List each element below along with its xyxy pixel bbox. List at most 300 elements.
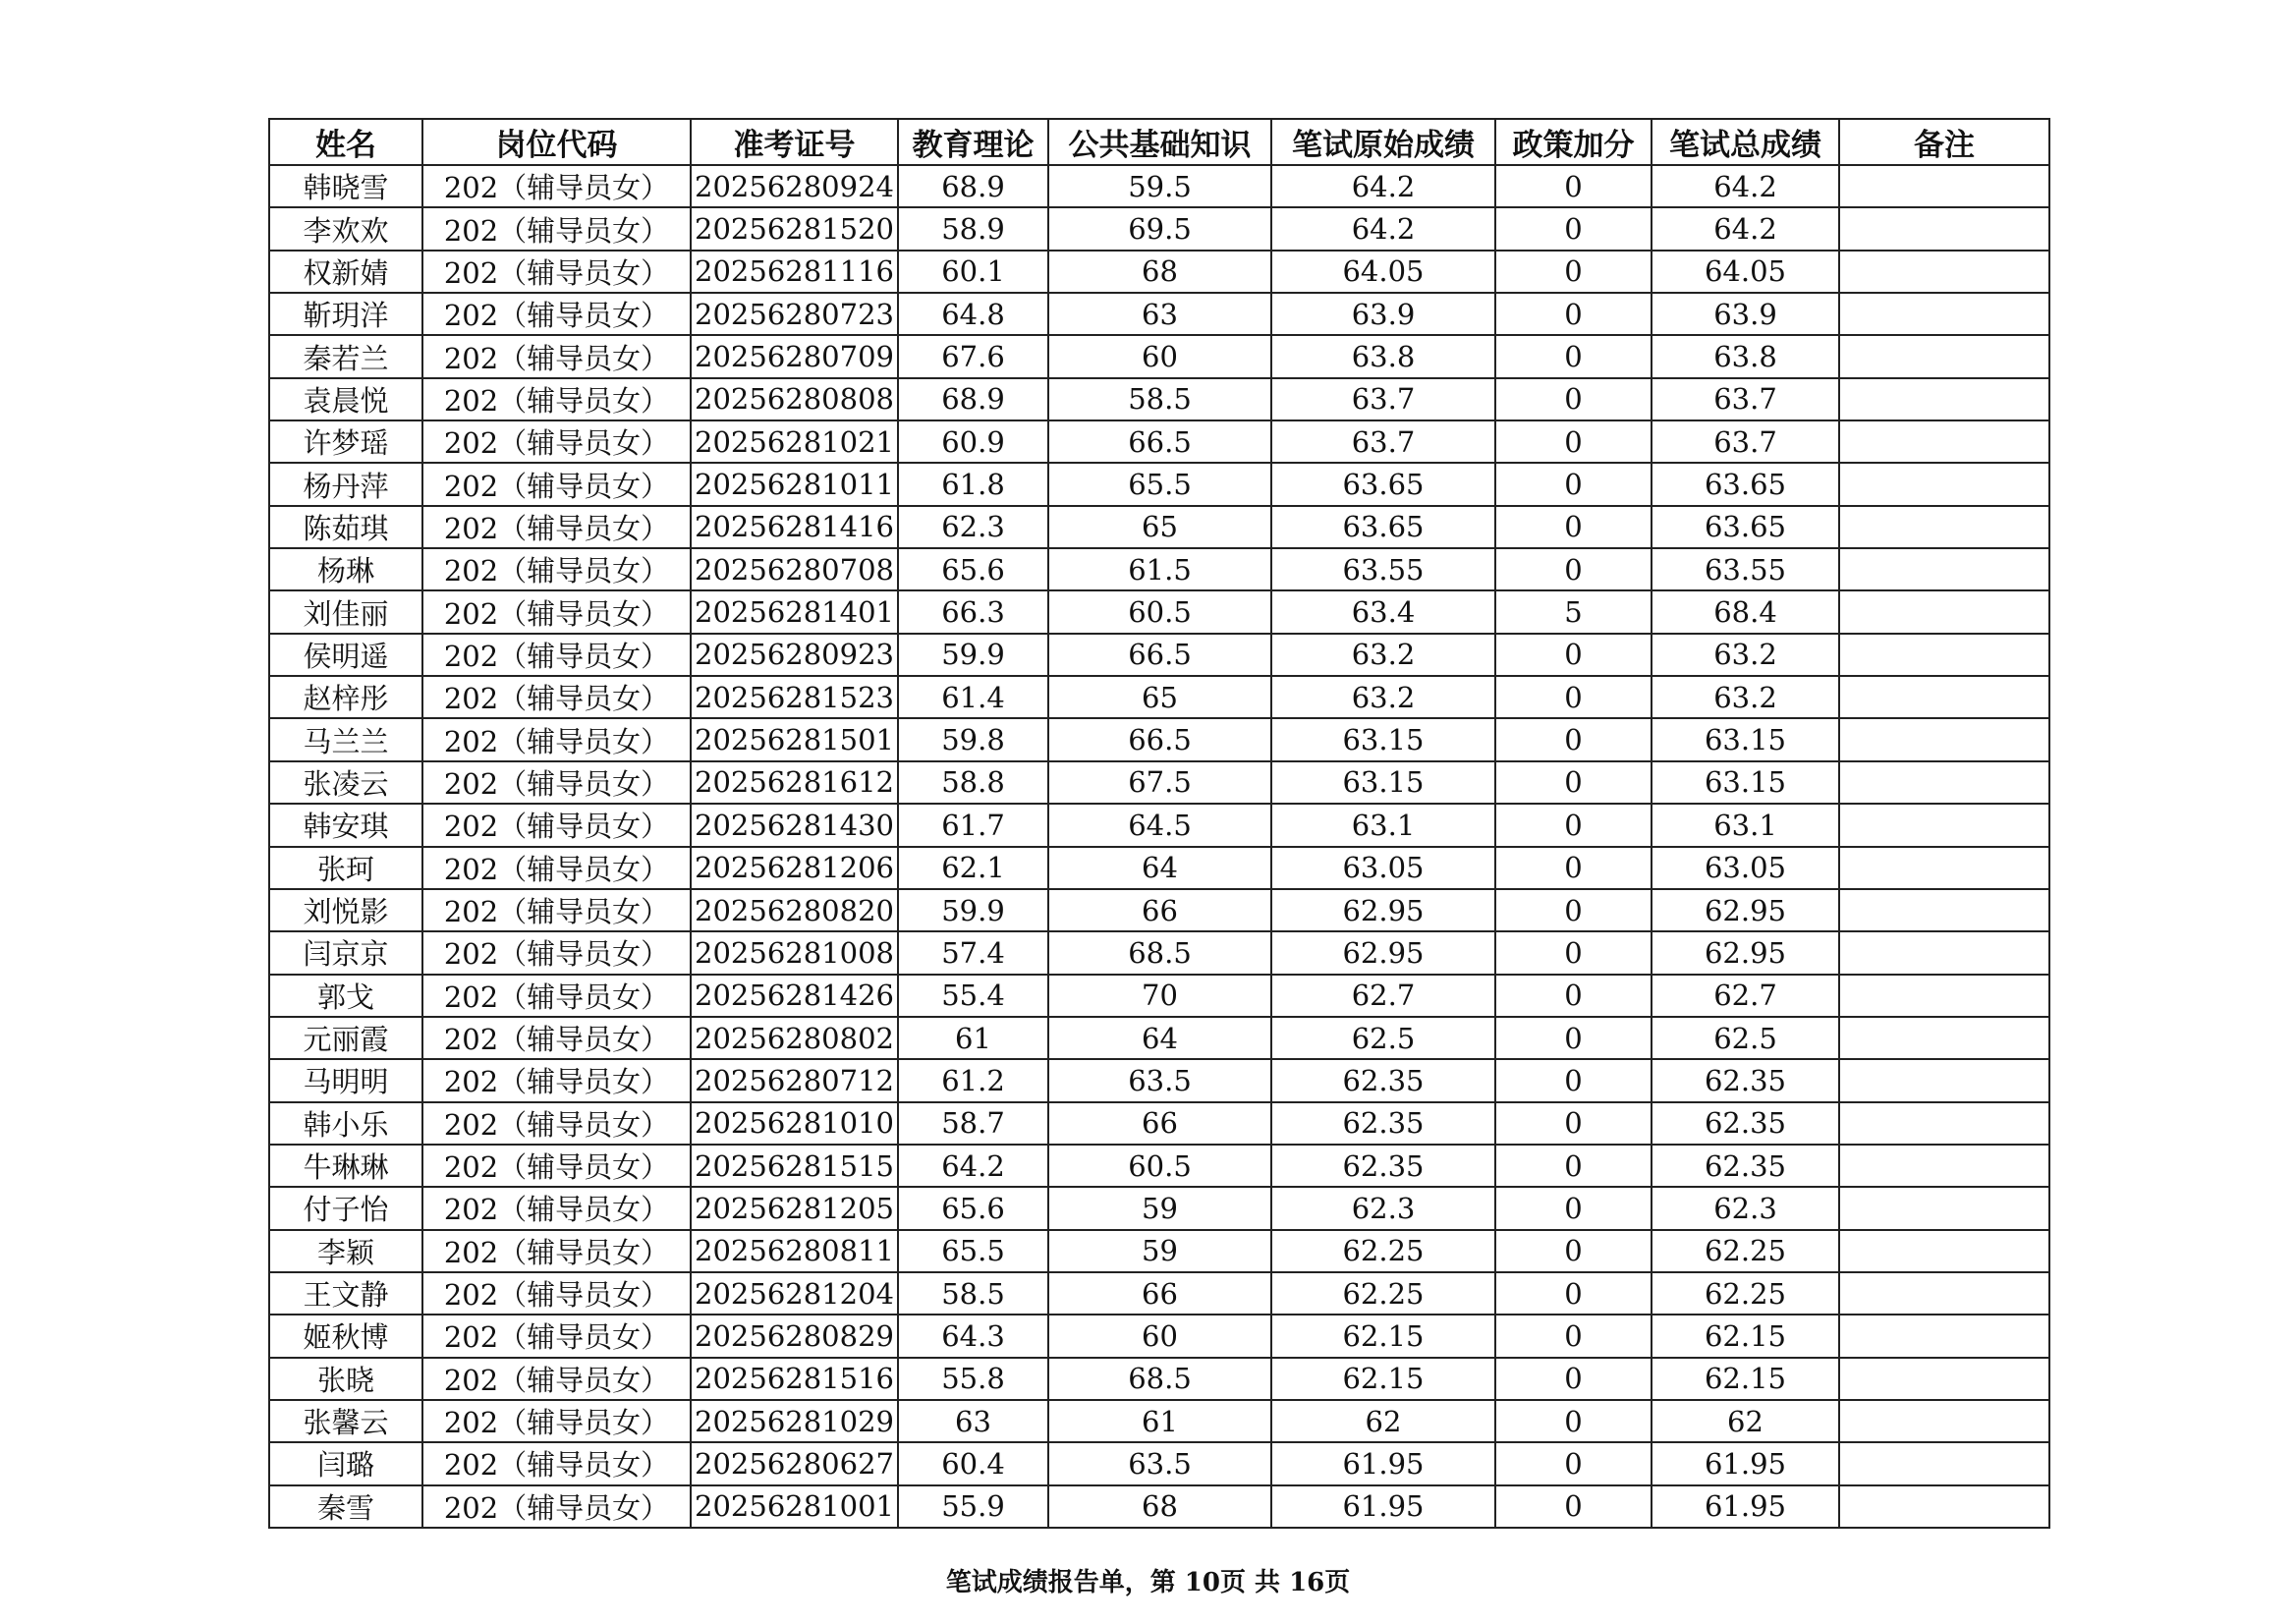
col-name-cell: 赵梓彤 [269, 676, 422, 718]
col-raw-score-header: 笔试原始成绩 [1271, 119, 1495, 165]
col-total-score-cell: 62.25 [1652, 1230, 1839, 1272]
table-row [269, 975, 2049, 1017]
col-raw-score-cell: 62.35 [1271, 1059, 1495, 1101]
col-public-knowledge-cell: 60 [1048, 335, 1271, 377]
col-total-score-cell: 63.15 [1652, 718, 1839, 760]
col-policy-bonus-cell: 0 [1495, 207, 1652, 250]
col-raw-score-cell: 63.7 [1271, 378, 1495, 420]
col-total-score-cell: 62.3 [1652, 1187, 1839, 1229]
table-row [269, 1230, 2049, 1272]
col-education-theory-cell: 64.2 [898, 1145, 1048, 1187]
col-total-score-cell: 63.55 [1652, 548, 1839, 590]
col-post-code-cell: 202（辅导员女） [422, 676, 691, 718]
col-education-theory-cell: 55.4 [898, 975, 1048, 1017]
col-name-cell: 袁晨悦 [269, 378, 422, 420]
col-policy-bonus-cell: 0 [1495, 335, 1652, 377]
col-remarks-cell [1839, 761, 2049, 804]
col-exam-id-cell: 20256280723 [691, 293, 898, 335]
col-exam-id-cell: 20256281520 [691, 207, 898, 250]
table-row [269, 1358, 2049, 1400]
table-row [269, 1315, 2049, 1357]
col-total-score-cell: 61.95 [1652, 1442, 1839, 1484]
table-header [269, 119, 2049, 165]
col-raw-score-cell: 64.05 [1271, 251, 1495, 293]
col-remarks-cell [1839, 1315, 2049, 1357]
col-education-theory-cell: 58.9 [898, 207, 1048, 250]
col-education-theory-cell: 57.4 [898, 931, 1048, 974]
col-name-cell: 付子怡 [269, 1187, 422, 1229]
table-row [269, 506, 2049, 548]
col-policy-bonus-cell: 0 [1495, 1485, 1652, 1528]
page-footer: 笔试成绩报告单，第 10页 共 16页 [945, 1568, 1351, 1597]
col-post-code-cell: 202（辅导员女） [422, 1187, 691, 1229]
col-public-knowledge-cell: 67.5 [1048, 761, 1271, 804]
col-education-theory-header: 教育理论 [898, 119, 1048, 165]
col-raw-score-cell: 63.15 [1271, 718, 1495, 760]
table-row [269, 718, 2049, 760]
table-body [269, 165, 2049, 1528]
table-row [269, 1017, 2049, 1059]
table-row [269, 889, 2049, 931]
col-policy-bonus-cell: 0 [1495, 1442, 1652, 1484]
col-education-theory-cell: 61.8 [898, 463, 1048, 505]
col-post-code-cell: 202（辅导员女） [422, 1272, 691, 1315]
col-policy-bonus-cell: 0 [1495, 506, 1652, 548]
col-public-knowledge-cell: 58.5 [1048, 378, 1271, 420]
col-education-theory-cell: 65.6 [898, 548, 1048, 590]
col-name-cell: 靳玥洋 [269, 293, 422, 335]
col-remarks-cell [1839, 1059, 2049, 1101]
col-policy-bonus-cell: 0 [1495, 1272, 1652, 1315]
col-exam-id-cell: 20256281515 [691, 1145, 898, 1187]
col-raw-score-cell: 64.2 [1271, 165, 1495, 207]
col-public-knowledge-cell: 61.5 [1048, 548, 1271, 590]
col-exam-id-cell: 20256280712 [691, 1059, 898, 1101]
col-public-knowledge-cell: 60 [1048, 1315, 1271, 1357]
col-raw-score-cell: 62.95 [1271, 931, 1495, 974]
col-public-knowledge-cell: 61 [1048, 1400, 1271, 1442]
col-remarks-cell [1839, 847, 2049, 889]
col-policy-bonus-cell: 0 [1495, 1230, 1652, 1272]
col-policy-bonus-cell: 0 [1495, 1102, 1652, 1145]
col-total-score-cell: 62.95 [1652, 889, 1839, 931]
col-total-score-cell: 62.35 [1652, 1059, 1839, 1101]
col-remarks-cell [1839, 207, 2049, 250]
col-exam-id-cell: 20256280924 [691, 165, 898, 207]
col-name-cell: 许梦瑶 [269, 420, 422, 463]
col-post-code-cell: 202（辅导员女） [422, 251, 691, 293]
col-post-code-cell: 202（辅导员女） [422, 1102, 691, 1145]
col-raw-score-cell: 63.8 [1271, 335, 1495, 377]
col-remarks-cell [1839, 335, 2049, 377]
col-name-cell: 韩小乐 [269, 1102, 422, 1145]
col-remarks-cell [1839, 634, 2049, 676]
col-name-cell: 姬秋博 [269, 1315, 422, 1357]
col-total-score-cell: 62.35 [1652, 1102, 1839, 1145]
col-remarks-cell [1839, 1145, 2049, 1187]
col-exam-id-cell: 20256281029 [691, 1400, 898, 1442]
col-name-cell: 张晓 [269, 1358, 422, 1400]
table-row [269, 676, 2049, 718]
col-education-theory-cell: 64.8 [898, 293, 1048, 335]
col-remarks-cell [1839, 1272, 2049, 1315]
col-education-theory-cell: 62.1 [898, 847, 1048, 889]
col-public-knowledge-cell: 66.5 [1048, 634, 1271, 676]
col-public-knowledge-cell: 68 [1048, 251, 1271, 293]
col-total-score-cell: 62.15 [1652, 1358, 1839, 1400]
col-public-knowledge-cell: 66.5 [1048, 718, 1271, 760]
col-remarks-cell [1839, 1400, 2049, 1442]
header-row [269, 119, 2049, 165]
col-post-code-cell: 202（辅导员女） [422, 1315, 691, 1357]
col-policy-bonus-cell: 0 [1495, 804, 1652, 846]
col-exam-id-cell: 20256280923 [691, 634, 898, 676]
table-row [269, 1442, 2049, 1484]
col-raw-score-cell: 63.9 [1271, 293, 1495, 335]
col-education-theory-cell: 58.8 [898, 761, 1048, 804]
col-exam-id-cell: 20256281401 [691, 590, 898, 633]
col-exam-id-cell: 20256281011 [691, 463, 898, 505]
col-public-knowledge-cell: 64 [1048, 1017, 1271, 1059]
col-public-knowledge-cell: 64.5 [1048, 804, 1271, 846]
col-education-theory-cell: 59.8 [898, 718, 1048, 760]
col-education-theory-cell: 62.3 [898, 506, 1048, 548]
col-post-code-cell: 202（辅导员女） [422, 847, 691, 889]
col-public-knowledge-cell: 59 [1048, 1187, 1271, 1229]
col-public-knowledge-cell: 68.5 [1048, 1358, 1271, 1400]
col-policy-bonus-cell: 0 [1495, 847, 1652, 889]
col-post-code-cell: 202（辅导员女） [422, 1400, 691, 1442]
col-raw-score-cell: 62.35 [1271, 1102, 1495, 1145]
col-public-knowledge-cell: 64 [1048, 847, 1271, 889]
col-policy-bonus-cell: 0 [1495, 889, 1652, 931]
col-education-theory-cell: 60.1 [898, 251, 1048, 293]
col-total-score-cell: 63.65 [1652, 506, 1839, 548]
col-exam-id-cell: 20256281612 [691, 761, 898, 804]
col-education-theory-cell: 61 [898, 1017, 1048, 1059]
table-row [269, 1485, 2049, 1528]
table-row [269, 463, 2049, 505]
col-exam-id-cell: 20256280820 [691, 889, 898, 931]
col-post-code-cell: 202（辅导员女） [422, 975, 691, 1017]
col-post-code-cell: 202（辅导员女） [422, 634, 691, 676]
col-total-score-cell: 63.7 [1652, 420, 1839, 463]
col-education-theory-cell: 55.8 [898, 1358, 1048, 1400]
col-post-code-cell: 202（辅导员女） [422, 378, 691, 420]
col-total-score-cell: 63.8 [1652, 335, 1839, 377]
col-post-code-cell: 202（辅导员女） [422, 1230, 691, 1272]
col-exam-id-cell: 20256280811 [691, 1230, 898, 1272]
col-post-code-cell: 202（辅导员女） [422, 420, 691, 463]
col-name-cell: 闫京京 [269, 931, 422, 974]
col-education-theory-cell: 59.9 [898, 889, 1048, 931]
col-exam-id-cell: 20256281430 [691, 804, 898, 846]
col-education-theory-cell: 65.6 [898, 1187, 1048, 1229]
col-name-cell: 王文静 [269, 1272, 422, 1315]
col-name-cell: 权新婧 [269, 251, 422, 293]
col-public-knowledge-cell: 65.5 [1048, 463, 1271, 505]
col-exam-id-cell: 20256280808 [691, 378, 898, 420]
col-exam-id-cell: 20256281426 [691, 975, 898, 1017]
col-total-score-cell: 62 [1652, 1400, 1839, 1442]
col-post-code-cell: 202（辅导员女） [422, 463, 691, 505]
col-policy-bonus-cell: 0 [1495, 1400, 1652, 1442]
col-raw-score-cell: 63.65 [1271, 463, 1495, 505]
col-post-code-cell: 202（辅导员女） [422, 1358, 691, 1400]
col-education-theory-cell: 60.9 [898, 420, 1048, 463]
col-post-code-cell: 202（辅导员女） [422, 590, 691, 633]
col-name-cell: 张珂 [269, 847, 422, 889]
col-public-knowledge-cell: 59.5 [1048, 165, 1271, 207]
col-exam-id-cell: 20256281206 [691, 847, 898, 889]
col-policy-bonus-header: 政策加分 [1495, 119, 1652, 165]
col-policy-bonus-cell: 0 [1495, 718, 1652, 760]
col-policy-bonus-cell: 0 [1495, 975, 1652, 1017]
col-raw-score-cell: 62.35 [1271, 1145, 1495, 1187]
col-post-code-cell: 202（辅导员女） [422, 207, 691, 250]
table-row [269, 761, 2049, 804]
table-row [269, 548, 2049, 590]
col-remarks-cell [1839, 420, 2049, 463]
col-total-score-cell: 62.95 [1652, 931, 1839, 974]
col-name-cell: 杨丹萍 [269, 463, 422, 505]
col-public-knowledge-cell: 60.5 [1048, 590, 1271, 633]
col-name-cell: 牛琳琳 [269, 1145, 422, 1187]
col-total-score-cell: 63.15 [1652, 761, 1839, 804]
table-row [269, 251, 2049, 293]
col-total-score-cell: 63.2 [1652, 634, 1839, 676]
col-remarks-cell [1839, 931, 2049, 974]
col-remarks-cell [1839, 1102, 2049, 1145]
col-name-cell: 闫璐 [269, 1442, 422, 1484]
col-remarks-cell [1839, 1230, 2049, 1272]
col-exam-id-cell: 20256281001 [691, 1485, 898, 1528]
col-raw-score-cell: 62.3 [1271, 1187, 1495, 1229]
col-name-cell: 秦雪 [269, 1485, 422, 1528]
col-remarks-cell [1839, 718, 2049, 760]
col-remarks-cell [1839, 590, 2049, 633]
col-education-theory-cell: 67.6 [898, 335, 1048, 377]
col-name-cell: 马兰兰 [269, 718, 422, 760]
col-name-cell: 刘悦影 [269, 889, 422, 931]
col-raw-score-cell: 63.7 [1271, 420, 1495, 463]
col-public-knowledge-cell: 68.5 [1048, 931, 1271, 974]
col-name-cell: 张凌云 [269, 761, 422, 804]
col-policy-bonus-cell: 5 [1495, 590, 1652, 633]
col-raw-score-cell: 64.2 [1271, 207, 1495, 250]
col-total-score-cell: 63.7 [1652, 378, 1839, 420]
table-row [269, 420, 2049, 463]
col-exam-id-cell: 20256280709 [691, 335, 898, 377]
col-raw-score-cell: 62.95 [1271, 889, 1495, 931]
col-policy-bonus-cell: 0 [1495, 761, 1652, 804]
col-public-knowledge-cell: 63.5 [1048, 1442, 1271, 1484]
col-education-theory-cell: 55.9 [898, 1485, 1048, 1528]
col-public-knowledge-cell: 66 [1048, 889, 1271, 931]
col-policy-bonus-cell: 0 [1495, 463, 1652, 505]
col-public-knowledge-cell: 66.5 [1048, 420, 1271, 463]
col-post-code-cell: 202（辅导员女） [422, 548, 691, 590]
col-policy-bonus-cell: 0 [1495, 293, 1652, 335]
col-name-cell: 李颖 [269, 1230, 422, 1272]
col-exam-id-cell: 20256281204 [691, 1272, 898, 1315]
col-remarks-cell [1839, 548, 2049, 590]
score-table [268, 118, 2050, 1529]
col-raw-score-cell: 61.95 [1271, 1485, 1495, 1528]
col-raw-score-cell: 62.7 [1271, 975, 1495, 1017]
col-remarks-cell [1839, 165, 2049, 207]
col-remarks-cell [1839, 378, 2049, 420]
col-exam-id-cell: 20256280708 [691, 548, 898, 590]
col-policy-bonus-cell: 0 [1495, 165, 1652, 207]
col-education-theory-cell: 66.3 [898, 590, 1048, 633]
col-public-knowledge-cell: 66 [1048, 1102, 1271, 1145]
col-exam-id-cell: 20256281416 [691, 506, 898, 548]
col-education-theory-cell: 63 [898, 1400, 1048, 1442]
table-row [269, 1059, 2049, 1101]
col-remarks-cell [1839, 975, 2049, 1017]
col-exam-id-cell: 20256281021 [691, 420, 898, 463]
col-policy-bonus-cell: 0 [1495, 548, 1652, 590]
col-exam-id-cell: 20256281008 [691, 931, 898, 974]
col-total-score-cell: 62.35 [1652, 1145, 1839, 1187]
col-public-knowledge-cell: 60.5 [1048, 1145, 1271, 1187]
col-public-knowledge-cell: 70 [1048, 975, 1271, 1017]
col-exam-id-cell: 20256280829 [691, 1315, 898, 1357]
col-exam-id-header: 准考证号 [691, 119, 898, 165]
col-post-code-cell: 202（辅导员女） [422, 1017, 691, 1059]
col-exam-id-cell: 20256281205 [691, 1187, 898, 1229]
col-raw-score-cell: 63.2 [1271, 676, 1495, 718]
col-remarks-cell [1839, 463, 2049, 505]
col-total-score-cell: 64.05 [1652, 251, 1839, 293]
col-remarks-cell [1839, 1442, 2049, 1484]
col-raw-score-cell: 62.25 [1271, 1272, 1495, 1315]
col-name-cell: 马明明 [269, 1059, 422, 1101]
table-row [269, 293, 2049, 335]
col-post-code-cell: 202（辅导员女） [422, 1442, 691, 1484]
col-education-theory-cell: 58.7 [898, 1102, 1048, 1145]
table-row [269, 1187, 2049, 1229]
col-public-knowledge-cell: 63 [1048, 293, 1271, 335]
col-education-theory-cell: 59.9 [898, 634, 1048, 676]
col-post-code-cell: 202（辅导员女） [422, 293, 691, 335]
col-policy-bonus-cell: 0 [1495, 1187, 1652, 1229]
col-policy-bonus-cell: 0 [1495, 1145, 1652, 1187]
col-exam-id-cell: 20256281501 [691, 718, 898, 760]
col-policy-bonus-cell: 0 [1495, 1315, 1652, 1357]
col-policy-bonus-cell: 0 [1495, 251, 1652, 293]
col-raw-score-cell: 63.55 [1271, 548, 1495, 590]
col-public-knowledge-cell: 68 [1048, 1485, 1271, 1528]
table-row [269, 634, 2049, 676]
col-education-theory-cell: 64.3 [898, 1315, 1048, 1357]
col-raw-score-cell: 62 [1271, 1400, 1495, 1442]
col-remarks-cell [1839, 676, 2049, 718]
col-name-cell: 郭戈 [269, 975, 422, 1017]
col-post-code-cell: 202（辅导员女） [422, 889, 691, 931]
col-raw-score-cell: 63.2 [1271, 634, 1495, 676]
col-post-code-cell: 202（辅导员女） [422, 1485, 691, 1528]
col-total-score-cell: 62.15 [1652, 1315, 1839, 1357]
col-education-theory-cell: 65.5 [898, 1230, 1048, 1272]
col-policy-bonus-cell: 0 [1495, 1358, 1652, 1400]
col-raw-score-cell: 62.25 [1271, 1230, 1495, 1272]
table-row [269, 804, 2049, 846]
col-total-score-cell: 64.2 [1652, 165, 1839, 207]
table-row [269, 590, 2049, 633]
col-name-cell: 李欢欢 [269, 207, 422, 250]
col-public-knowledge-cell: 65 [1048, 506, 1271, 548]
col-remarks-header: 备注 [1839, 119, 2049, 165]
col-raw-score-cell: 62.15 [1271, 1358, 1495, 1400]
col-raw-score-cell: 63.15 [1271, 761, 1495, 804]
col-total-score-cell: 63.65 [1652, 463, 1839, 505]
col-raw-score-cell: 63.65 [1271, 506, 1495, 548]
col-name-cell: 陈茹琪 [269, 506, 422, 548]
col-raw-score-cell: 63.1 [1271, 804, 1495, 846]
col-total-score-cell: 62.7 [1652, 975, 1839, 1017]
col-raw-score-cell: 62.15 [1271, 1315, 1495, 1357]
col-name-cell: 侯明遥 [269, 634, 422, 676]
col-total-score-cell: 68.4 [1652, 590, 1839, 633]
col-post-code-cell: 202（辅导员女） [422, 718, 691, 760]
col-remarks-cell [1839, 251, 2049, 293]
col-exam-id-cell: 20256281523 [691, 676, 898, 718]
col-education-theory-cell: 68.9 [898, 378, 1048, 420]
col-public-knowledge-cell: 69.5 [1048, 207, 1271, 250]
col-remarks-cell [1839, 1017, 2049, 1059]
col-education-theory-cell: 61.4 [898, 676, 1048, 718]
col-education-theory-cell: 61.2 [898, 1059, 1048, 1101]
col-total-score-cell: 61.95 [1652, 1485, 1839, 1528]
table-row [269, 931, 2049, 974]
col-post-code-cell: 202（辅导员女） [422, 335, 691, 377]
col-remarks-cell [1839, 804, 2049, 846]
col-total-score-cell: 63.1 [1652, 804, 1839, 846]
col-policy-bonus-cell: 0 [1495, 634, 1652, 676]
col-exam-id-cell: 20256281516 [691, 1358, 898, 1400]
table-row [269, 1145, 2049, 1187]
col-remarks-cell [1839, 1485, 2049, 1528]
table-row [269, 335, 2049, 377]
col-raw-score-cell: 63.4 [1271, 590, 1495, 633]
col-policy-bonus-cell: 0 [1495, 1059, 1652, 1101]
col-remarks-cell [1839, 1358, 2049, 1400]
col-post-code-header: 岗位代码 [422, 119, 691, 165]
col-total-score-cell: 63.05 [1652, 847, 1839, 889]
col-policy-bonus-cell: 0 [1495, 1017, 1652, 1059]
col-education-theory-cell: 60.4 [898, 1442, 1048, 1484]
col-public-knowledge-header: 公共基础知识 [1048, 119, 1271, 165]
col-remarks-cell [1839, 889, 2049, 931]
col-name-cell: 张馨云 [269, 1400, 422, 1442]
col-public-knowledge-cell: 66 [1048, 1272, 1271, 1315]
col-policy-bonus-cell: 0 [1495, 420, 1652, 463]
col-exam-id-cell: 20256280627 [691, 1442, 898, 1484]
col-exam-id-cell: 20256281116 [691, 251, 898, 293]
table-row [269, 847, 2049, 889]
col-remarks-cell [1839, 293, 2049, 335]
col-name-cell: 元丽霞 [269, 1017, 422, 1059]
col-raw-score-cell: 61.95 [1271, 1442, 1495, 1484]
col-post-code-cell: 202（辅导员女） [422, 506, 691, 548]
table-row [269, 1400, 2049, 1442]
col-policy-bonus-cell: 0 [1495, 931, 1652, 974]
col-remarks-cell [1839, 1187, 2049, 1229]
table-row [269, 1272, 2049, 1315]
col-total-score-cell: 63.9 [1652, 293, 1839, 335]
